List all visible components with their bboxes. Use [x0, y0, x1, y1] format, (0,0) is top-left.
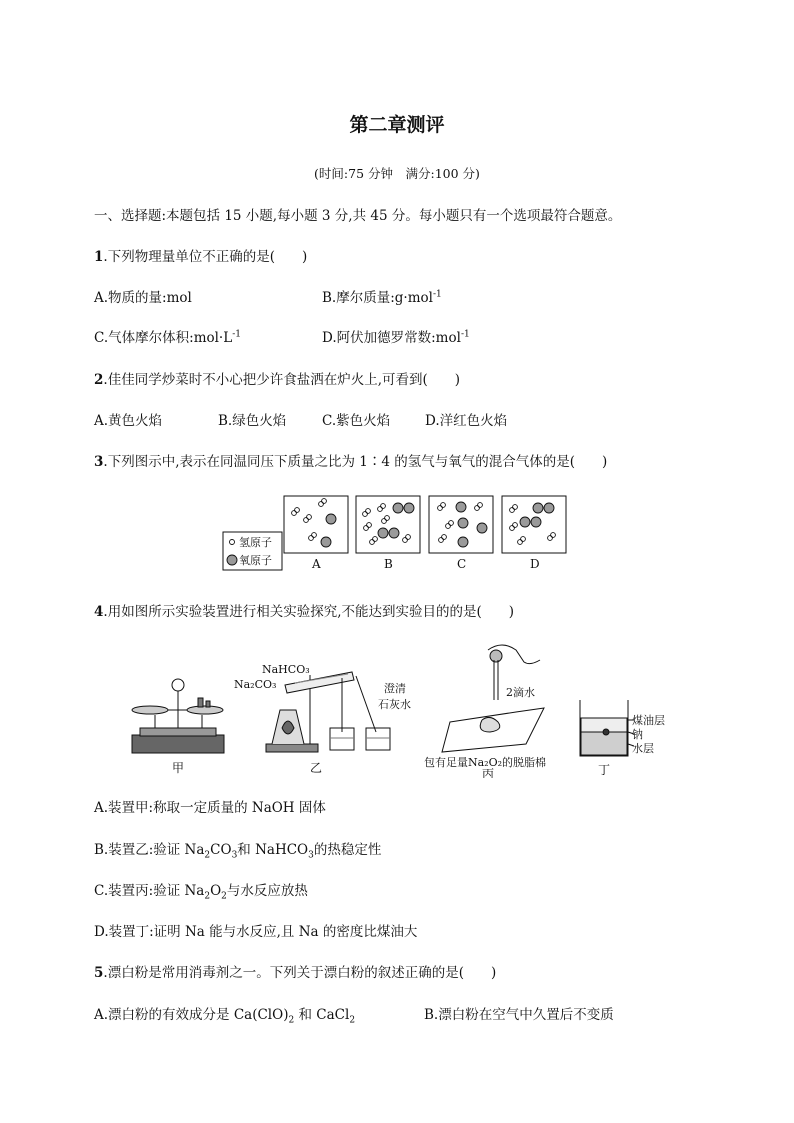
question-number: 2: [94, 372, 104, 388]
option-1d[interactable]: [322, 326, 470, 346]
beaker-apparatus: [580, 700, 634, 756]
drops-label: 2滴水: [506, 686, 535, 699]
exam-info: (时间:75 分钟 满分:100 分): [314, 166, 480, 181]
subscript: 2: [204, 891, 211, 902]
option-1b[interactable]: [322, 286, 442, 306]
option-1c[interactable]: [94, 326, 241, 346]
question-stem: .佳佳同学炒菜时不小心把少许食盐洒在炉火上,可看到( ): [103, 372, 461, 388]
option-text: D.阿伏加德罗常数:mol: [322, 330, 461, 346]
option-text: C.气体摩尔体积:mol·L: [94, 330, 233, 346]
option-5a[interactable]: [94, 1003, 355, 1026]
legend-oxygen: 氧原子: [239, 554, 272, 567]
section-heading: 一、选择题:本题包括 15 小题,每小题 3 分,共 45 分。每小题只有一个选项最符合题意。: [94, 208, 622, 224]
apparatus-label-ding: 丁: [598, 763, 611, 777]
apparatus-label-yi: 乙: [310, 761, 323, 775]
option-text: C.装置丙:验证 Na: [94, 883, 205, 899]
question-2: [94, 368, 460, 388]
kerosene-label: 煤油层: [632, 714, 665, 727]
option-2b[interactable]: B.绿色火焰: [218, 413, 287, 429]
option-text: 和 NaHCO: [237, 842, 309, 858]
nahco3-label: NaHCO₃: [262, 663, 310, 676]
option-2c[interactable]: C.紫色火焰: [322, 413, 391, 429]
question-5: [94, 961, 496, 981]
question-stem: .用如图所示实验装置进行相关实验探究,不能达到实验目的的是( ): [103, 604, 515, 620]
option-2a[interactable]: A.黄色火焰: [94, 413, 163, 429]
limewater-label-2: 石灰水: [378, 698, 411, 711]
question-stem: .下列物理量单位不正确的是( ): [103, 249, 308, 265]
question-3: [94, 450, 607, 470]
subscript: 3: [231, 850, 238, 861]
option-text: CO: [210, 842, 232, 858]
na2co3-label: Na₂CO₃: [234, 678, 277, 691]
molecule-diagram: [220, 490, 580, 578]
option-2d[interactable]: D.洋红色火焰: [425, 413, 508, 429]
page-title: 第二章测评: [349, 114, 445, 136]
option-4a[interactable]: A.装置甲:称取一定质量的 NaOH 固体: [94, 800, 326, 816]
subscript: 2: [221, 891, 227, 902]
sodium-label: 钠: [632, 728, 643, 741]
option-4b[interactable]: [94, 838, 381, 861]
subscript: 2: [349, 1015, 356, 1026]
choice-label-d: D: [530, 557, 540, 571]
limewater-label-1: 澄清: [384, 682, 406, 695]
legend-hydrogen: 氢原子: [239, 536, 272, 549]
option-text: B.摩尔质量:g·mol: [322, 290, 433, 306]
option-4c[interactable]: [94, 879, 308, 902]
option-text: 的热稳定性: [313, 842, 382, 858]
choice-label-c: C: [457, 557, 467, 571]
question-number: 3: [94, 454, 104, 470]
cotton-label: 包有足量Na₂O₂的脱脂棉: [424, 756, 547, 769]
hydrogen-atom-icon: [230, 540, 235, 545]
option-text: A.漂白粉的有效成分是 Ca(ClO): [94, 1007, 289, 1023]
option-1a[interactable]: A.物质的量:mol: [94, 290, 192, 306]
option-text: B.装置乙:验证 Na: [94, 842, 205, 858]
superscript: -1: [232, 329, 241, 340]
option-text: 和 CaCl: [294, 1007, 350, 1023]
question-1: [94, 245, 307, 265]
option-text: O: [210, 883, 222, 899]
choice-label-b: B: [384, 557, 393, 571]
question-number: 5: [94, 965, 104, 981]
question-stem: .下列图示中,表示在同温同压下质量之比为 1∶4 的氢气与氧气的混合气体的是( ): [103, 454, 608, 470]
choice-box-c[interactable]: [429, 496, 493, 553]
balance-apparatus: [132, 679, 224, 753]
choice-box-b[interactable]: [356, 496, 420, 553]
apparatus-diagram: [120, 640, 680, 778]
choice-label-a: A: [312, 557, 321, 571]
subscript: 2: [204, 850, 211, 861]
choice-box-a[interactable]: [284, 496, 348, 553]
option-4d[interactable]: D.装置丁:证明 Na 能与水反应,且 Na 的密度比煤油大: [94, 924, 418, 940]
question-stem: .漂白粉是常用消毒剂之一。下列关于漂白粉的叙述正确的是( ): [103, 965, 497, 981]
apparatus-label-jia: 甲: [172, 761, 185, 775]
subscript: 2: [288, 1015, 295, 1026]
option-5b[interactable]: B.漂白粉在空气中久置后不变质: [424, 1007, 614, 1023]
apparatus-label-bing: 丙: [482, 767, 495, 778]
question-4: [94, 600, 514, 620]
question-number: 4: [94, 604, 104, 620]
subscript: 3: [308, 850, 314, 861]
option-text: 与水反应放热: [226, 883, 308, 899]
oxygen-atom-icon: [227, 555, 237, 565]
superscript: -1: [432, 289, 442, 300]
choice-box-d[interactable]: [502, 496, 566, 553]
question-number: 1: [94, 249, 104, 265]
legend: [223, 532, 282, 570]
heating-apparatus: [266, 672, 390, 752]
superscript: -1: [460, 329, 470, 340]
water-label: 水层: [632, 742, 654, 755]
